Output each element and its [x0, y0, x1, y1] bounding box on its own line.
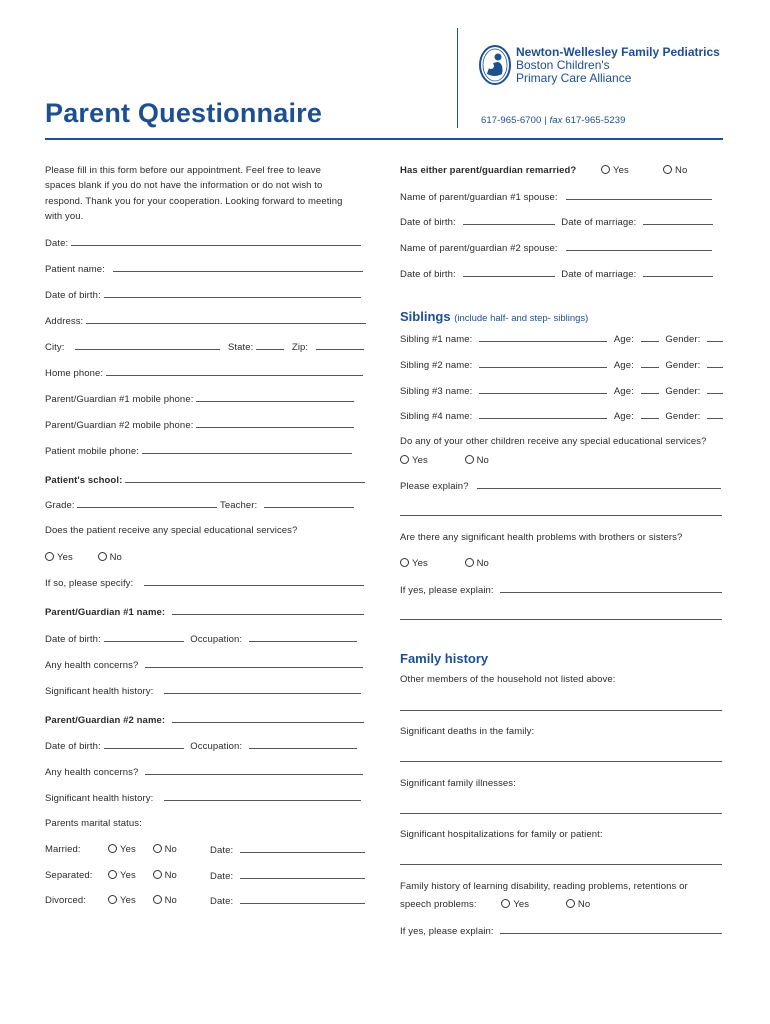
siblings-heading: Siblings (include half- and step- siblings)	[400, 309, 589, 324]
sibling3-gender-label: Gender:	[665, 386, 701, 397]
grade-row	[45, 499, 354, 511]
married-label: Married:	[45, 844, 81, 855]
learning-no[interactable]: No	[566, 899, 590, 910]
school-label: Patient's school:	[45, 475, 123, 486]
spouse2-marriage-label: Date of marriage:	[561, 269, 637, 280]
remarried-yes[interactable]: Yes	[601, 165, 629, 176]
teacher-label: Teacher:	[219, 500, 258, 511]
sibling4-gender-label: Gender:	[665, 411, 701, 422]
sibling4-gender-field[interactable]	[707, 410, 723, 419]
divorced-no[interactable]: No	[153, 895, 177, 906]
illnesses-label: Significant family illnesses:	[400, 778, 516, 789]
patient-name-row	[45, 263, 363, 275]
sibling1-age-field[interactable]	[641, 333, 659, 342]
special-ed-options	[45, 552, 122, 563]
other-members-label: Other members of the household not listed above:	[400, 674, 616, 685]
teacher-field[interactable]	[264, 499, 354, 508]
divorced-date-row	[210, 895, 365, 907]
sibling3-age-label: Age:	[613, 386, 634, 397]
learning-explain-field[interactable]	[500, 925, 722, 934]
grade-label: Grade:	[45, 500, 75, 511]
other-children-options	[400, 455, 489, 466]
date-row	[45, 237, 361, 249]
patient-name-field[interactable]	[113, 263, 363, 272]
siblings-note: (include half- and step- siblings)	[454, 313, 589, 324]
home-phone-label: Home phone:	[45, 368, 104, 379]
if-so-label: If so, please specify:	[45, 578, 134, 589]
sibling2-row	[400, 359, 723, 371]
spouse2-field[interactable]	[566, 242, 712, 251]
sibling1-name-field[interactable]	[479, 333, 607, 342]
dob-row	[45, 289, 361, 301]
separated-date-row	[210, 870, 365, 882]
separated-date-field[interactable]	[240, 870, 365, 879]
divorced-label: Divorced:	[45, 895, 87, 906]
sibling-health-explain-label: If yes, please explain:	[400, 585, 494, 596]
radio-icon	[153, 870, 162, 879]
spouse2-marriage-field[interactable]	[643, 268, 713, 277]
special-ed-no[interactable]: No	[98, 552, 122, 563]
separator: |	[544, 115, 547, 126]
pg2-health-field[interactable]	[145, 766, 363, 775]
sibling1-row	[400, 333, 723, 345]
pg2-mobile-label: Parent/Guardian #2 mobile phone:	[45, 420, 194, 431]
pg1-history-field[interactable]	[164, 685, 361, 694]
spouse2-label: Name of parent/guardian #2 spouse:	[400, 243, 558, 254]
pg1-mobile-row	[45, 393, 354, 405]
married-date-row	[210, 844, 365, 856]
learning-yes[interactable]: Yes	[501, 899, 529, 910]
pg2-name-row	[45, 714, 364, 726]
contact-line	[481, 115, 626, 126]
deaths-label: Significant deaths in the family:	[400, 726, 535, 737]
sibling3-gender-field[interactable]	[707, 385, 723, 394]
sibling4-age-field[interactable]	[641, 410, 659, 419]
sibling2-gender-label: Gender:	[665, 360, 701, 371]
pg1-mobile-label: Parent/Guardian #1 mobile phone:	[45, 394, 194, 405]
pg1-occupation-label: Occupation:	[190, 634, 243, 645]
pg2-history-field[interactable]	[164, 792, 361, 801]
illnesses-field[interactable]	[400, 812, 722, 814]
pg2-occupation-label: Occupation:	[190, 741, 243, 752]
state-field[interactable]	[256, 341, 284, 350]
city-row	[45, 341, 364, 353]
intro-line-2: spaces blank if you do not have the information or do not wish to	[45, 180, 323, 191]
pg2-dob-label: Date of birth:	[45, 741, 101, 752]
sibling2-label: Sibling #2 name:	[400, 360, 473, 371]
please-explain-field-2[interactable]	[400, 514, 722, 516]
radio-icon	[98, 552, 107, 561]
divorced-options	[108, 895, 177, 906]
hospitalizations-field[interactable]	[400, 863, 722, 865]
sibling4-row	[400, 410, 723, 422]
pg2-mobile-row	[45, 419, 354, 431]
school-row	[45, 474, 365, 486]
sibling-health-question: Are there any significant health problems with brothers or sisters?	[400, 532, 683, 543]
please-explain-field[interactable]	[477, 480, 721, 489]
sibling-health-no[interactable]: No	[465, 558, 489, 569]
spouse1-row	[400, 191, 712, 203]
patient-mobile-field[interactable]	[142, 445, 352, 454]
address-row	[45, 315, 366, 327]
fax-number: 617-965-5239	[565, 115, 626, 126]
radio-icon	[663, 165, 672, 174]
pg2-dob-row	[45, 740, 357, 752]
if-so-row	[45, 577, 364, 589]
sibling2-name-field[interactable]	[479, 359, 607, 368]
sibling-health-options	[400, 558, 489, 569]
zip-field[interactable]	[316, 341, 364, 350]
sibling-health-explain-row	[400, 584, 722, 596]
radio-icon	[108, 844, 117, 853]
sibling3-label: Sibling #3 name:	[400, 386, 473, 397]
pg1-name-label: Parent/Guardian #1 name:	[45, 607, 166, 618]
pg2-health-label: Any health concerns?	[45, 767, 139, 778]
married-yes[interactable]: Yes	[108, 844, 136, 855]
hospital-logo-icon	[478, 44, 512, 86]
separated-no[interactable]: No	[153, 870, 177, 881]
home-phone-field[interactable]	[106, 367, 363, 376]
other-children-yes[interactable]: Yes	[400, 455, 428, 466]
pg1-mobile-field[interactable]	[196, 393, 354, 402]
radio-icon	[153, 844, 162, 853]
spouse2-dob-label: Date of birth:	[400, 269, 456, 280]
sibling2-age-field[interactable]	[641, 359, 659, 368]
radio-icon	[465, 558, 474, 567]
learning-explain-row	[400, 925, 722, 937]
pg1-name-row	[45, 606, 364, 618]
marital-status-label: Parents marital status:	[45, 818, 142, 829]
married-date-field[interactable]	[240, 844, 365, 853]
separated-yes[interactable]: Yes	[108, 870, 136, 881]
sibling4-age-label: Age:	[613, 411, 634, 422]
phone-number: 617-965-6700	[481, 115, 542, 126]
spouse1-marriage-label: Date of marriage:	[561, 217, 637, 228]
separated-options	[108, 870, 177, 881]
pg1-health-label: Any health concerns?	[45, 660, 139, 671]
pg1-occupation-field[interactable]	[249, 633, 357, 642]
family-history-heading: Family history	[400, 651, 489, 666]
please-explain-label: Please explain?	[400, 481, 469, 492]
header-vertical-rule	[457, 28, 458, 128]
spouse2-row	[400, 242, 712, 254]
pg2-name-label: Parent/Guardian #2 name:	[45, 715, 166, 726]
married-options	[108, 844, 177, 855]
sibling3-row	[400, 385, 723, 397]
address-label: Address:	[45, 316, 84, 327]
sibling1-gender-field[interactable]	[707, 333, 723, 342]
radio-icon	[501, 899, 510, 908]
sibling3-name-field[interactable]	[479, 385, 607, 394]
radio-icon	[601, 165, 610, 174]
sibling2-gender-field[interactable]	[707, 359, 723, 368]
please-explain-row	[400, 480, 721, 492]
state-label: State:	[228, 342, 254, 353]
date-field[interactable]	[71, 237, 361, 246]
spouse2-dates-row	[400, 268, 713, 280]
pg2-occupation-field[interactable]	[249, 740, 357, 749]
dob-label: Date of birth:	[45, 290, 101, 301]
pg1-health-row	[45, 659, 363, 671]
sibling1-gender-label: Gender:	[665, 334, 701, 345]
org-name-2: Boston Children's	[516, 58, 610, 72]
separated-date-label: Date:	[210, 871, 234, 882]
special-ed-yes[interactable]: Yes	[45, 552, 73, 563]
other-members-field[interactable]	[400, 709, 722, 711]
spouse1-dates-row	[400, 216, 713, 228]
address-field[interactable]	[86, 315, 366, 324]
org-name-1: Newton-Wellesley Family Pediatrics	[516, 45, 720, 59]
pg2-dob-field[interactable]	[104, 740, 184, 749]
pg2-history-row	[45, 792, 361, 804]
pg1-dob-row	[45, 633, 357, 645]
header-rule	[45, 138, 723, 140]
married-date-label: Date:	[210, 845, 234, 856]
spouse1-dob-label: Date of birth:	[400, 217, 456, 228]
divorced-yes[interactable]: Yes	[108, 895, 136, 906]
radio-icon	[108, 895, 117, 904]
pg1-dob-label: Date of birth:	[45, 634, 101, 645]
spouse1-marriage-field[interactable]	[643, 216, 713, 225]
date-label: Date:	[45, 238, 69, 249]
radio-icon	[566, 899, 575, 908]
intro-line-3: respond. Thank you for your cooperation. Looking forward to meeting	[45, 196, 343, 207]
special-ed-question: Does the patient receive any special educational services?	[45, 525, 298, 536]
pg1-history-row	[45, 685, 361, 697]
deaths-field[interactable]	[400, 760, 722, 762]
sibling-health-explain-field-2[interactable]	[400, 618, 722, 620]
page-title: Parent Questionnaire	[45, 98, 323, 128]
separated-label: Separated:	[45, 870, 93, 881]
pg2-history-label: Significant health history:	[45, 793, 154, 804]
remarried-no[interactable]: No	[663, 165, 687, 176]
learning-line-2-row	[400, 899, 590, 910]
city-field[interactable]	[75, 341, 220, 350]
learning-explain-label: If yes, please explain:	[400, 926, 494, 937]
pg1-name-field[interactable]	[172, 606, 364, 615]
pg2-health-row	[45, 766, 363, 778]
grade-field[interactable]	[77, 499, 217, 508]
org-name-3: Primary Care Alliance	[516, 71, 632, 85]
intro-line-1: Please fill in this form before our appointment. Feel free to leave	[45, 165, 322, 176]
home-phone-row	[45, 367, 363, 379]
other-children-question: Do any of your other children receive any special educational services?	[400, 436, 707, 447]
patient-mobile-row	[45, 445, 352, 457]
patient-mobile-label: Patient mobile phone:	[45, 446, 139, 457]
divorced-date-field[interactable]	[240, 895, 365, 904]
pg2-name-field[interactable]	[172, 714, 364, 723]
sibling-health-explain-field[interactable]	[500, 584, 722, 593]
spouse1-label: Name of parent/guardian #1 spouse:	[400, 192, 558, 203]
pg1-dob-field[interactable]	[104, 633, 184, 642]
sibling4-label: Sibling #4 name:	[400, 411, 473, 422]
if-so-field[interactable]	[144, 577, 364, 586]
spouse1-field[interactable]	[566, 191, 712, 200]
sibling3-age-field[interactable]	[641, 385, 659, 394]
radio-icon	[45, 552, 54, 561]
school-field[interactable]	[125, 474, 365, 483]
remarried-question: Has either parent/guardian remarried?	[400, 165, 577, 176]
radio-icon	[400, 455, 409, 464]
patient-name-label: Patient name:	[45, 264, 105, 275]
sibling2-age-label: Age:	[613, 360, 634, 371]
pg1-history-label: Significant health history:	[45, 686, 154, 697]
sibling1-age-label: Age:	[613, 334, 634, 345]
pg1-health-field[interactable]	[145, 659, 363, 668]
zip-label: Zip:	[291, 342, 309, 353]
radio-icon	[153, 895, 162, 904]
city-label: City:	[45, 342, 65, 353]
dob-field[interactable]	[104, 289, 361, 298]
married-no[interactable]: No	[153, 844, 177, 855]
fax-label: fax	[549, 115, 563, 126]
hospitalizations-label: Significant hospitalizations for family or patient:	[400, 829, 603, 840]
divorced-date-label: Date:	[210, 896, 234, 907]
radio-icon	[108, 870, 117, 879]
other-children-no[interactable]: No	[465, 455, 489, 466]
sibling1-label: Sibling #1 name:	[400, 334, 473, 345]
learning-line-2: speech problems:	[400, 899, 477, 910]
radio-icon	[465, 455, 474, 464]
radio-icon	[400, 558, 409, 567]
intro-line-4: with you.	[45, 211, 84, 222]
spouse1-dob-field[interactable]	[463, 216, 555, 225]
learning-line-1: Family history of learning disability, reading problems, retentions or	[400, 881, 688, 892]
sibling4-name-field[interactable]	[479, 410, 607, 419]
spouse2-dob-field[interactable]	[463, 268, 555, 277]
pg2-mobile-field[interactable]	[196, 419, 354, 428]
sibling-health-yes[interactable]: Yes	[400, 558, 428, 569]
remarried-row	[400, 165, 576, 176]
